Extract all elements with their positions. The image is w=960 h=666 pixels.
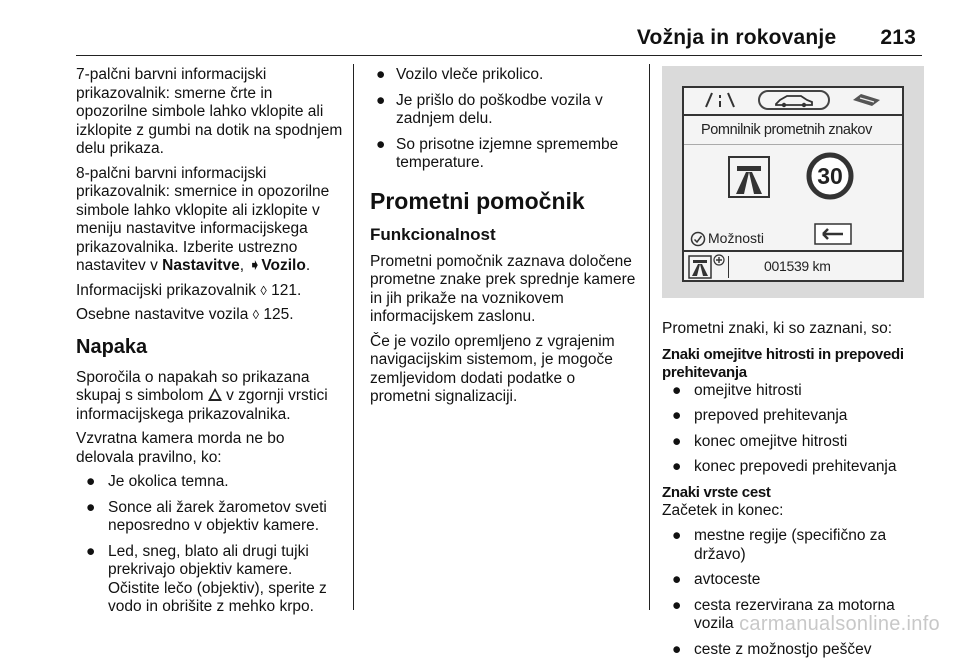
page-ref-icon: ◊ <box>260 282 267 298</box>
list-item: ● avtoceste <box>672 571 761 588</box>
header-rule <box>76 55 922 56</box>
display-separator <box>684 144 902 145</box>
watermark: carmanualsonline.info <box>739 613 940 635</box>
vozilo-label: Vozilo <box>261 257 306 274</box>
options-label: Možnosti <box>708 230 765 246</box>
page-ref-link[interactable]: 125. <box>263 306 294 323</box>
back-button-icon <box>814 223 852 245</box>
section-heading-prometni-pomocnik: Prometni pomočnik <box>370 187 585 214</box>
bullet-icon: ● <box>672 527 682 544</box>
list-item: ● Led, sneg, blato ali drugi tujki prekrivajo objektiv kamere. Očistite lečo (objektiv), sperite z vodo in obrišite z mehko krpo. <box>86 542 327 615</box>
page-ref-icon: ◊ <box>252 307 260 322</box>
arrow-icon: ➧ <box>248 257 262 274</box>
paragraph-traffic-assistant: Prometni pomočnik zaznava določene prometne znake prek sprednje kamere in jih prikaže na voznikovem informacijskem zaslonu. <box>370 252 636 325</box>
bullet-icon: ● <box>672 640 682 658</box>
traffic-sign-memory-illustration <box>662 66 924 298</box>
list-item: ● Je prišlo do poškodbe vozila v zadnjem delu. <box>376 91 603 127</box>
page-ref-link[interactable]: 121. <box>271 281 302 299</box>
header-title: Vožnja in rokovanje <box>636 26 837 49</box>
column-divider-1 <box>353 64 354 610</box>
list-item: ● prepoved prehitevanja <box>672 407 848 424</box>
ref-vehicle-settings: Osebne nastavitve vozila ◊ 125. <box>76 306 294 323</box>
warning-triangle-icon <box>208 388 222 401</box>
column-divider-2 <box>649 64 650 610</box>
odometer-value: 001539 km <box>764 258 831 274</box>
paragraph-navigation: Če je vozilo opremljeno z vgrajenim navigacijskim sistemom, je mogoče zemljevidom dodati podatke o prometni signalizaciji. <box>370 332 615 405</box>
list-item: ● ceste z možnostjo peščev <box>672 640 872 658</box>
bullet-icon: ● <box>376 66 386 83</box>
subsection-road-types: Znaki vrste cest <box>662 483 771 501</box>
list-item: ● konec prepovedi prehitevanja <box>672 458 897 475</box>
page-number: 213 <box>880 26 916 49</box>
list-item: ● Je okolica temna. <box>86 473 229 490</box>
list-item: ● cesta rezervirana za motorna vozila <box>672 596 895 632</box>
list-item: ● konec omejitve hitrosti <box>672 432 848 450</box>
list-item: ● mestne regije (specifično za državo) <box>672 527 887 563</box>
nastavitve-label: Nastavitve <box>162 257 240 274</box>
paragraph-start-end: Začetek in konec: <box>662 501 784 519</box>
display-title: Pomnilnik prometnih znakov <box>701 122 872 138</box>
bullet-icon: ● <box>672 571 682 588</box>
list-item: ● Vozilo vleče prikolico. <box>376 66 544 83</box>
speed-limit-value: 30 <box>817 163 843 189</box>
speed-limit-sign-icon <box>806 152 854 200</box>
ref-info-display: Informacijski prikazovalnik ◊ 121. <box>76 281 302 299</box>
subheading-funkcionalnost: Funkcionalnost <box>370 224 496 244</box>
list-item: ● So prisotne izjemne spremembe temperature. <box>376 135 619 171</box>
list-item: ● omejitve hitrosti <box>672 381 802 399</box>
column-1 <box>76 66 344 624</box>
car-icon <box>774 94 814 108</box>
status-divider <box>728 256 729 278</box>
section-heading-napaka: Napaka <box>76 335 148 358</box>
paragraph-camera: Vzvratna kamera morda ne bo delovala pravilno, ko: <box>76 430 285 466</box>
bullet-icon: ● <box>672 381 682 399</box>
motorway-small-icon <box>688 255 712 279</box>
bullet-icon: ● <box>86 498 96 516</box>
display-screen <box>682 86 904 282</box>
bullet-icon: ● <box>376 135 386 153</box>
paragraph-detected-signs: Prometni znaki, ki so zaznani, so: <box>662 320 893 337</box>
subsection-speed-overtaking: Znaki omejitve hitrosti in prepovedi prehitevanja <box>662 345 904 381</box>
bullet-icon: ● <box>86 542 96 560</box>
display-tab-bar <box>684 88 902 116</box>
page-header <box>637 26 916 50</box>
bullet-icon: ● <box>672 458 682 475</box>
column-2 <box>370 66 638 413</box>
bullet-icon: ● <box>672 432 682 450</box>
motorway-sign-icon <box>728 156 770 198</box>
list-item: ● Sonce ali žarek žarometov sveti neposredno v objektiv kamere. <box>86 498 327 534</box>
check-circle-icon <box>690 231 706 247</box>
paragraph-7inch: 7-palčni barvni informacijski prikazovalnik: smerne črte in opozorilne simbole lahko vklopite ali izklopite z gumbi na dotik na spodnjem delu prikaza. <box>76 66 343 157</box>
bullet-icon: ● <box>86 473 96 490</box>
plus-circle-icon <box>713 254 725 266</box>
bullet-icon: ● <box>672 596 682 614</box>
paragraph-8inch: 8-palčni barvni informacijski prikazovalnik: smernice in opozorilne simbole lahko vklopite ali izklopite v meniju nastavitve informacijskega prikazovalnika. Izberite ustrezno nastavitev v Nastavitve, ➧Vozilo. <box>76 164 330 274</box>
bullet-icon: ● <box>376 91 386 109</box>
display-status-bar <box>684 250 902 282</box>
vehicle-tab <box>758 90 830 110</box>
road-info-icon <box>704 92 736 108</box>
paragraph-error-messages: Sporočila o napakah so prikazana skupaj s simbolom v zgornji vrstici informacijskega prikazovalnika. <box>76 368 328 423</box>
traffic-sign-icon <box>852 93 882 107</box>
bullet-icon: ● <box>672 407 682 424</box>
